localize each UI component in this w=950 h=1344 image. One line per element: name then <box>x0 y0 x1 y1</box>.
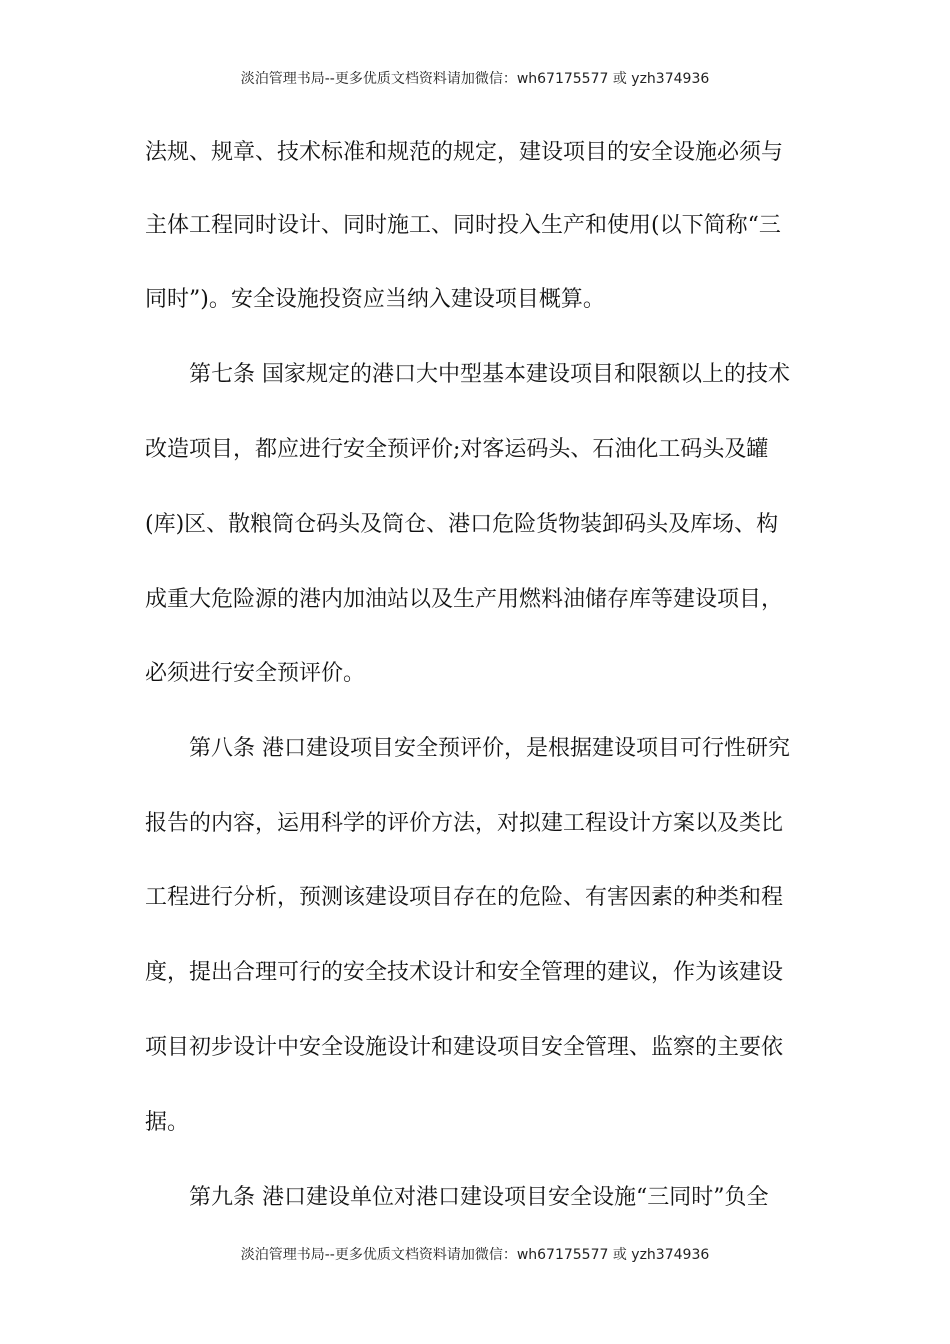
body-line-11: 工程进行分析，预测该建设项目存在的危险、有害因素的种类和程 <box>145 885 784 910</box>
body-line-12: 度，提出合理可行的安全技术设计和安全管理的建议，作为该建设 <box>145 960 784 985</box>
page-footer: 淡泊管理书局--更多优质文档资料请加微信：wh67175577 或 yzh374936 <box>240 1247 710 1263</box>
body-line-2: 主体工程同时设计、同时施工、同时投入生产和使用(以下简称“三 <box>145 213 781 238</box>
page-header: 淡泊管理书局--更多优质文档资料请加微信：wh67175577 或 yzh374936 <box>240 71 710 87</box>
body-line-13: 项目初步设计中安全设施设计和建设项目安全管理、监察的主要依 <box>145 1035 784 1060</box>
body-line-6: (库)区、散粮筒仓码头及筒仓、港口危险货物装卸码头及库场、构 <box>145 512 779 537</box>
body-line-7: 成重大危险源的港内加油站以及生产用燃料油储存库等建设项目， <box>145 587 784 612</box>
body-line-3: 同时”)。安全设施投资应当纳入建设项目概算。 <box>145 287 605 312</box>
body-line-1: 法规、规章、技术标准和规范的规定，建设项目的安全设施必须与 <box>145 140 784 165</box>
body-line-5: 改造项目，都应进行安全预评价;对客运码头、石油化工码头及罐 <box>145 437 769 462</box>
body-line-8: 必须进行安全预评价。 <box>145 661 366 686</box>
article-9-start: 第九条 港口建设单位对港口建设项目安全设施“三同时”负全 <box>189 1185 769 1210</box>
body-line-10: 报告的内容，运用科学的评价方法，对拟建工程设计方案以及类比 <box>145 811 784 836</box>
article-8-start: 第八条 港口建设项目安全预评价，是根据建设项目可行性研究 <box>189 736 790 761</box>
article-7-start: 第七条 国家规定的港口大中型基本建设项目和限额以上的技术 <box>189 362 790 387</box>
body-line-14: 据。 <box>145 1110 190 1135</box>
